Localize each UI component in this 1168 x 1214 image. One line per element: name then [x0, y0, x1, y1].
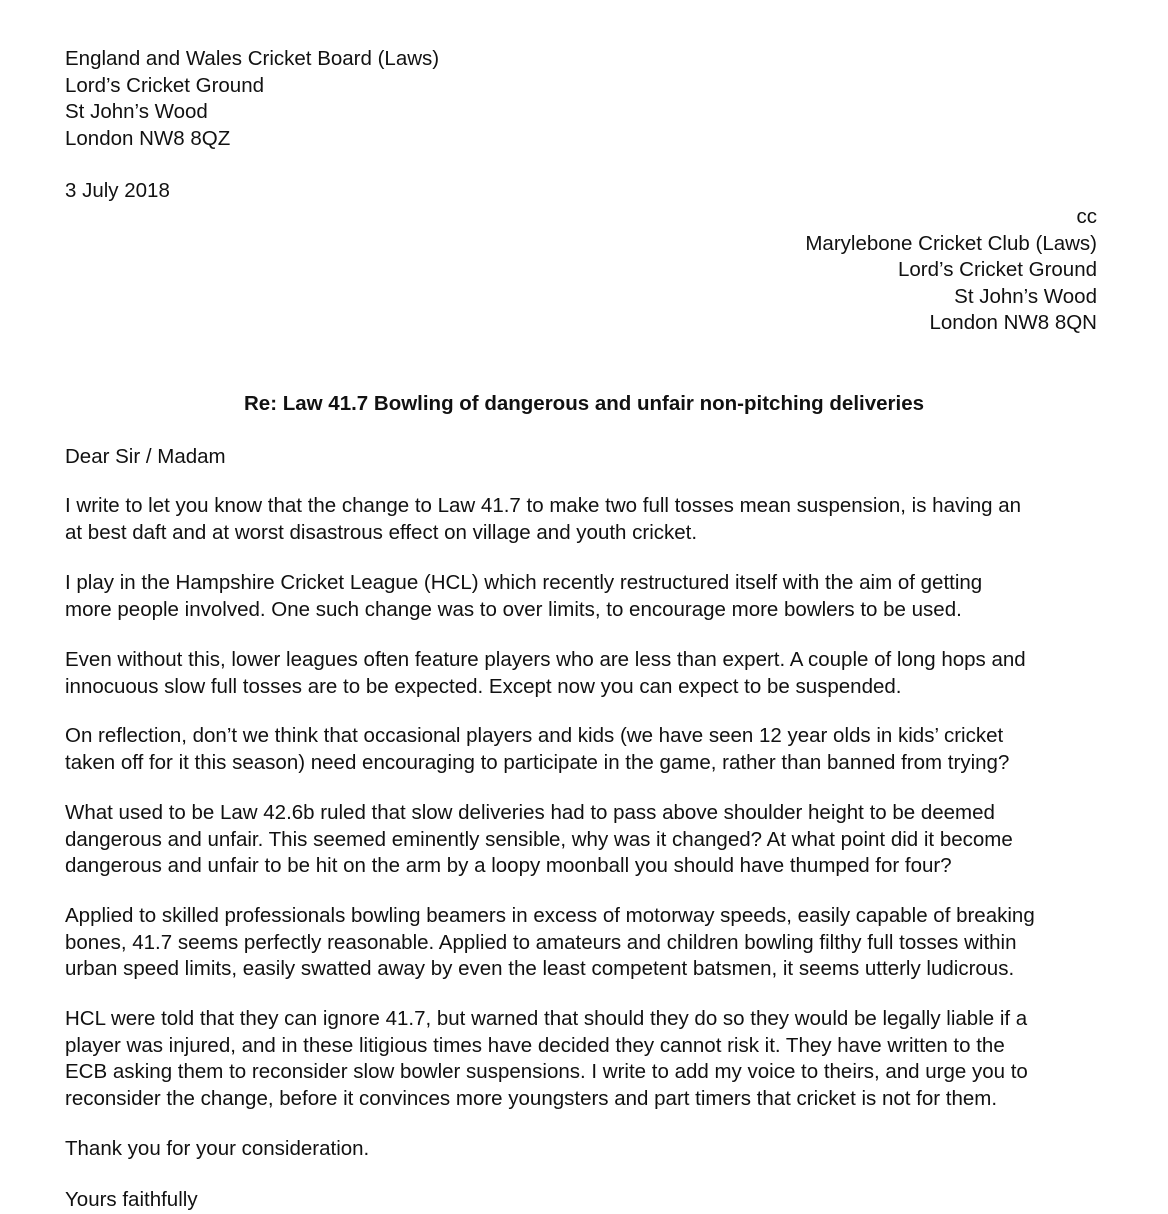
paragraph [65, 1006, 1028, 1112]
address-line: London NW8 8QZ [65, 126, 231, 150]
paragraph-line: Even without this, lower leagues often feature players who are less than expert. A couple of long hops and [65, 648, 1026, 671]
paragraph-line: player was injured, and in these litigious times have decided they cannot risk it. They have written to the [65, 1033, 1005, 1057]
paragraph-line: dangerous and unfair to be hit on the arm by a loopy moonball you should have thumped for four? [65, 854, 952, 877]
paragraph [65, 903, 1035, 983]
date-text: 3 July 2018 [65, 179, 170, 202]
paragraph-line: What used to be Law 42.6b ruled that slow deliveries had to pass above shoulder height to be deemed [65, 801, 995, 824]
sign-off [65, 1187, 198, 1214]
paragraph-line: ECB asking them to reconsider slow bowler suspensions. I write to add my voice to theirs, and urge you to [65, 1060, 1028, 1083]
paragraph-line: I write to let you know that the change to Law 41.7 to make two full tosses mean suspension, is having an [65, 494, 1022, 517]
paragraph [65, 800, 1013, 880]
paragraph-line: dangerous and unfair. This seemed eminently sensible, why was it changed? At what point did it become [65, 827, 1013, 851]
address-line: London NW8 8QN [929, 311, 1097, 334]
paragraph-line: reconsider the change, before it convinces more youngsters and part timers that cricket is not for them. [65, 1086, 998, 1110]
subject-text: Re: Law 41.7 Bowling of dangerous and unfair non-pitching deliveries [244, 392, 924, 415]
address-line: Lord’s Cricket Ground [897, 258, 1097, 281]
letter-date [65, 178, 170, 205]
address-line: Marylebone Cricket Club (Laws) [805, 231, 1097, 255]
address-line: St John’s Wood [65, 100, 208, 123]
cc-address [805, 204, 1097, 337]
paragraph-line: On reflection, don’t we think that occasional players and kids (we have seen 12 year olds in kids’ cricket [65, 724, 1004, 747]
paragraph-line: Applied to skilled professionals bowling beamers in excess of motorway speeds, easily capable of breaking [65, 904, 1035, 927]
paragraph-line: Thank you for your consideration. [65, 1137, 370, 1160]
paragraph-line: urban speed limits, easily swatted away by even the least competent batsmen, it seems utterly ludicrous. [65, 957, 1015, 980]
paragraph [65, 493, 1021, 546]
paragraph [65, 1136, 369, 1163]
paragraph-line: taken off for it this season) need encouraging to participate in the game, rather than banned from trying? [65, 750, 1010, 774]
paragraph-line: at best daft and at worst disastrous effect on village and youth cricket. [65, 520, 698, 544]
address-line: Lord’s Cricket Ground [65, 73, 265, 97]
paragraph-line: bones, 41.7 seems perfectly reasonable. Applied to amateurs and children bowling filthy full tosses within [65, 930, 1017, 954]
subject-heading [0, 391, 1168, 418]
paragraph [65, 570, 982, 623]
paragraph-line: I play in the Hampshire Cricket League (HCL) which recently restructured itself with the aim of getting [65, 571, 983, 594]
salutation-text: Dear Sir / Madam [65, 445, 226, 468]
sign-off-text: Yours faithfully [65, 1188, 198, 1211]
paragraph-line: HCL were told that they can ignore 41.7, but warned that should they do so they would be legally liable if a [65, 1007, 1028, 1030]
address-line: England and Wales Cricket Board (Laws) [65, 47, 440, 70]
address-line: St John’s Wood [954, 284, 1097, 308]
salutation [65, 444, 226, 471]
paragraph [65, 647, 1026, 700]
recipient-address [65, 46, 439, 152]
paragraph [65, 723, 1009, 776]
cc-label: cc [1076, 205, 1097, 228]
paragraph-line: more people involved. One such change was to over limits, to encourage more bowlers to be used. [65, 597, 962, 621]
paragraph-line: innocuous slow full tosses are to be expected. Except now you can expect to be suspended. [65, 674, 902, 698]
